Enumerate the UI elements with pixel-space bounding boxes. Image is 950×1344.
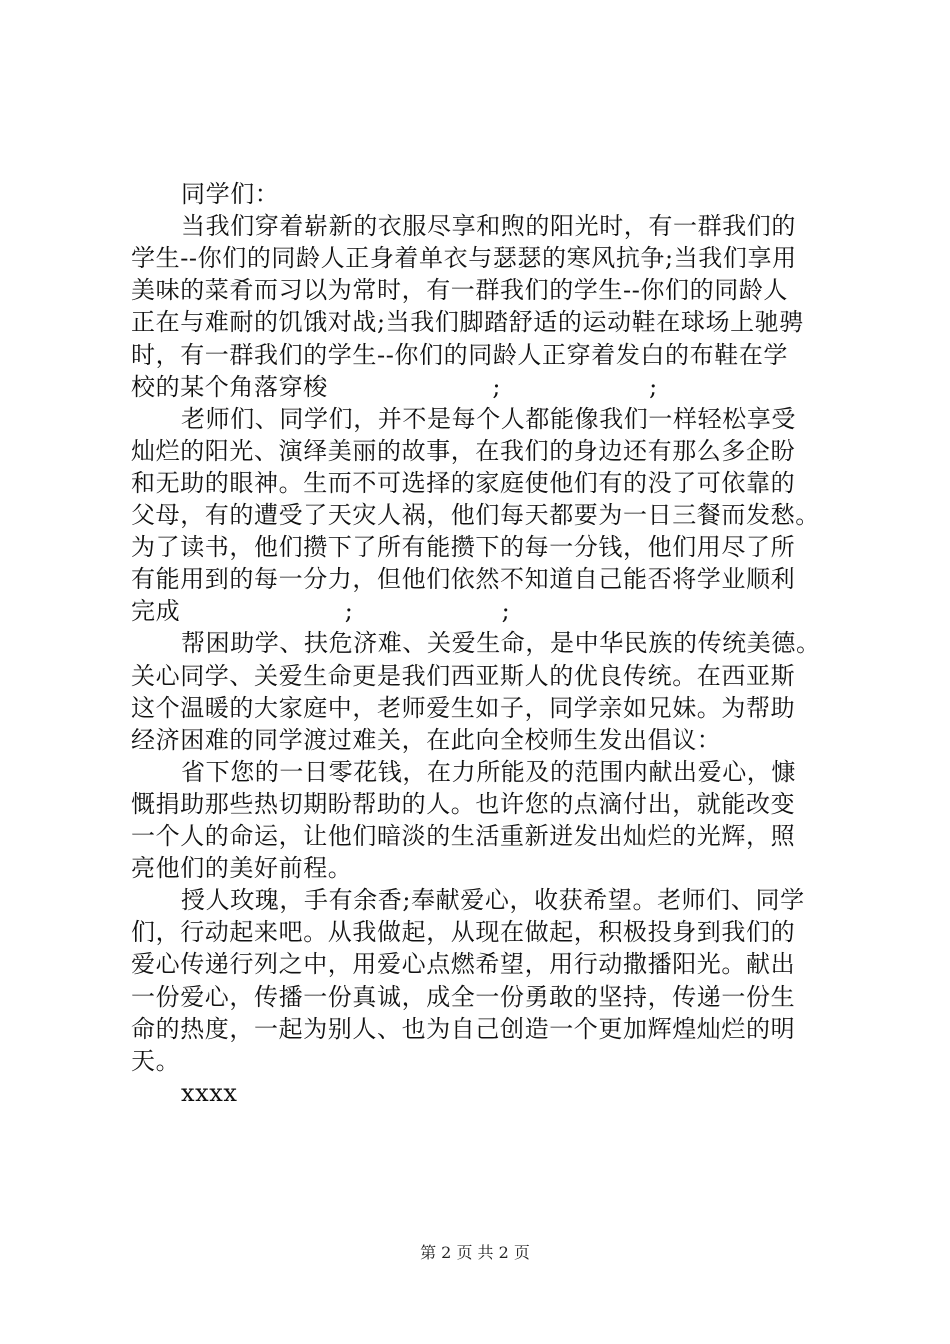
text-line: 天。 [131,1046,181,1075]
text-line: 当我们穿着崭新的衣服尽享和煦的阳光时，有一群我们的 [181,212,796,241]
text-line: 同学们： [181,180,280,208]
text-line: 和无助的眼神。生而不可选择的家庭使他们有的没了可依靠的 [131,468,796,497]
text-line: 完成 ; ; [131,597,511,626]
text-line: 为了读书，他们攒下了所有能攒下的每一分钱，他们用尽了所 [131,533,796,562]
text-line: 有能用到的每一分力，但他们依然不知道自己能否将学业顺利 [131,565,796,594]
page-number-footer: 第 2 页 共 2 页 [420,1243,530,1262]
text-line: 爱心传递行列之中，用爱心点燃希望，用行动撒播阳光。献出 [131,950,796,979]
text-line: 们，行动起来吧。从我做起，从现在做起，积极投身到我们的 [131,918,796,947]
text-line: 命的热度，一起为别人、也为自己创造一个更加辉煌灿烂的明 [131,1014,796,1043]
text-line: 正在与难耐的饥饿对战;当我们脚踏舒适的运动鞋在球场上驰骋 [131,308,804,337]
text-line: 老师们、同学们，并不是每个人都能像我们一样轻松享受 [181,404,796,433]
text-line: 校的某个角落穿梭 ; ; [131,372,658,401]
text-line: 关心同学、关爱生命更是我们西亚斯人的优良传统。在西亚斯 [131,661,796,690]
text-line: 这个温暖的大家庭中，老师爱生如子，同学亲如兄妹。为帮助 [131,693,796,722]
text-line: 一份爱心，传播一份真诚，成全一份勇敢的坚持，传递一份生 [131,982,796,1011]
text-line: xxxx [181,1078,238,1107]
text-line: 帮困助学、扶危济难、关爱生命，是中华民族的传统美德。 [181,629,821,658]
text-line: 学生--你们的同龄人正身着单衣与瑟瑟的寒风抗争;当我们享用 [131,244,797,273]
text-line: 经济困难的同学渡过难关，在此向全校师生发出倡议： [131,725,722,754]
text-line: 亮他们的美好前程。 [131,854,353,883]
text-line: 慨捐助那些热切期盼帮助的人。也许您的点滴付出，就能改变 [131,789,796,818]
text-line: 时，有一群我们的学生--你们的同龄人正穿着发白的布鞋在学 [131,340,789,369]
text-line: 父母，有的遭受了天灾人祸，他们每天都要为一日三餐而发愁。 [131,501,820,529]
text-line: 授人玫瑰，手有余香;奉献爱心，收获希望。老师们、同学 [181,886,805,915]
text-line: 美味的菜肴而习以为常时，有一群我们的学生--你们的同龄人 [131,276,789,305]
text-line: 灿烂的阳光、演绎美丽的故事，在我们的身边还有那么多企盼 [131,436,796,465]
text-line: 省下您的一日零花钱，在力所能及的范围内献出爱心，慷 [181,757,796,786]
text-line: 一个人的命运，让他们暗淡的生活重新迸发出灿烂的光辉，照 [131,822,796,850]
